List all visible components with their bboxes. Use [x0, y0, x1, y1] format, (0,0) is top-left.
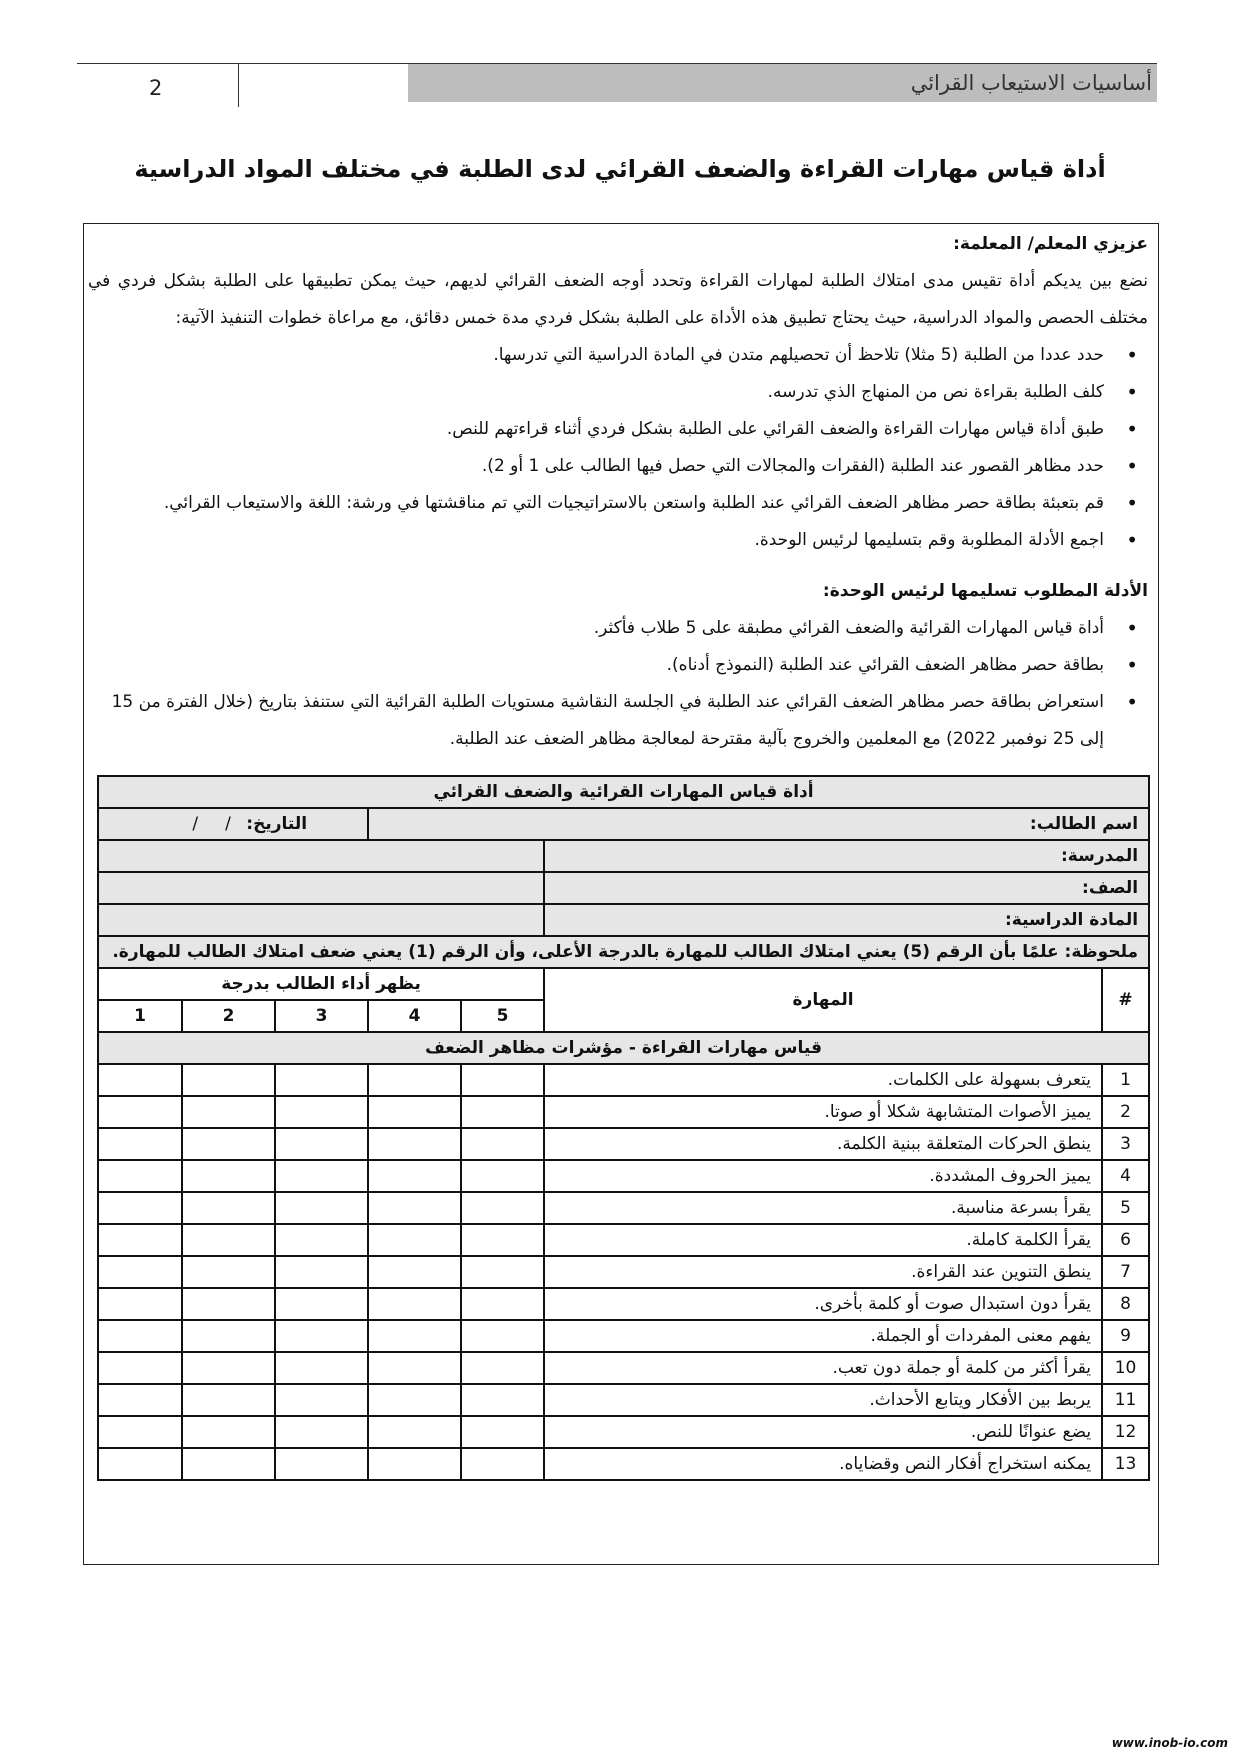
skill-number: 8: [1102, 1288, 1149, 1320]
score-cell-1[interactable]: [98, 1128, 182, 1160]
score-cell-4[interactable]: [368, 1128, 461, 1160]
score-cell-2[interactable]: [182, 1320, 275, 1352]
col-header-performance: يظهر أداء الطالب بدرجة: [98, 968, 544, 1000]
skill-text: يميز الأصوات المتشابهة شكلا أو صوتا.: [544, 1096, 1102, 1128]
score-cell-4[interactable]: [368, 1064, 461, 1096]
evidence-heading: الأدلة المطلوب تسليمها لرئيس الوحدة:: [822, 581, 1148, 601]
header-divider: [238, 64, 239, 107]
score-cell-1[interactable]: [98, 1256, 182, 1288]
score-cell-3[interactable]: [275, 1128, 368, 1160]
score-cell-2[interactable]: [182, 1064, 275, 1096]
skill-number: 2: [1102, 1096, 1149, 1128]
greeting: عزيزي المعلم/ المعلمة:: [953, 234, 1148, 254]
intro-section: [88, 226, 1148, 559]
score-cell-2[interactable]: [182, 1128, 275, 1160]
score-cell-5[interactable]: [461, 1448, 544, 1480]
evidence-item: • بطاقة حصر مظاهر الضعف القرائي عند الطلبة (النموذج أدناه).: [88, 647, 1148, 684]
subject-value[interactable]: [98, 904, 544, 936]
form-title: أداة قياس المهارات القرائية والضعف القرائي: [98, 776, 1149, 808]
score-cell-4[interactable]: [368, 1288, 461, 1320]
step-item: • كلف الطلبة بقراءة نص من المنهاج الذي تدرسه.: [88, 374, 1148, 411]
score-cell-5[interactable]: [461, 1160, 544, 1192]
score-cell-1[interactable]: [98, 1320, 182, 1352]
score-cell-4[interactable]: [368, 1160, 461, 1192]
date-value[interactable]: / /: [192, 814, 231, 834]
score-cell-2[interactable]: [182, 1352, 275, 1384]
skill-row: [98, 1256, 1149, 1288]
section-heading: قياس مهارات القراءة - مؤشرات مظاهر الضعف: [98, 1032, 1149, 1064]
col-header-skill: المهارة: [544, 968, 1102, 1032]
page-number: 2: [149, 76, 163, 100]
skill-number: 7: [1102, 1256, 1149, 1288]
score-cell-4[interactable]: [368, 1096, 461, 1128]
section-title: أساسيات الاستيعاب القرائي: [910, 71, 1152, 95]
skill-text: يتعرف بسهولة على الكلمات.: [544, 1064, 1102, 1096]
grade-label: الصف:: [544, 872, 1149, 904]
score-header-4: 4: [368, 1000, 461, 1032]
skill-row: [98, 1160, 1149, 1192]
skill-row: [98, 1320, 1149, 1352]
assessment-form: [97, 775, 1150, 1481]
steps-list: [88, 337, 1148, 559]
score-cell-2[interactable]: [182, 1192, 275, 1224]
score-cell-4[interactable]: [368, 1224, 461, 1256]
score-cell-5[interactable]: [461, 1384, 544, 1416]
score-cell-1[interactable]: [98, 1192, 182, 1224]
score-cell-1[interactable]: [98, 1064, 182, 1096]
student-name-field[interactable]: [368, 808, 1149, 840]
score-cell-4[interactable]: [368, 1384, 461, 1416]
footer-url: www.inob-io.com: [1111, 1736, 1228, 1750]
score-cell-5[interactable]: [461, 1320, 544, 1352]
score-cell-5[interactable]: [461, 1352, 544, 1384]
skill-number: 9: [1102, 1320, 1149, 1352]
score-cell-1[interactable]: [98, 1288, 182, 1320]
score-cell-1[interactable]: [98, 1160, 182, 1192]
evidence-item: • أداة قياس المهارات القرائية والضعف القرائي مطبقة على 5 طلاب فأكثر.: [88, 610, 1148, 647]
col-header-number: #: [1102, 968, 1149, 1032]
evidence-section: [88, 573, 1148, 758]
score-cell-2[interactable]: [182, 1096, 275, 1128]
skill-number: 13: [1102, 1448, 1149, 1480]
skill-number: 4: [1102, 1160, 1149, 1192]
step-item: • حدد عددا من الطلبة (5 مثلا) تلاحظ أن تحصيلهم متدن في المادة الدراسية التي تدرسها.: [88, 337, 1148, 374]
score-header-1: 1: [98, 1000, 182, 1032]
skill-row: [98, 1192, 1149, 1224]
skill-text: يقرأ الكلمة كاملة.: [544, 1224, 1102, 1256]
score-cell-4[interactable]: [368, 1320, 461, 1352]
score-cell-1[interactable]: [98, 1352, 182, 1384]
form-note: ملحوظة: علمًا بأن الرقم (5) يعني امتلاك الطالب للمهارة بالدرجة الأعلى، وأن الرقم (1) يعني ضعف امتلاك الطالب للمهارة.: [98, 936, 1149, 968]
score-cell-1[interactable]: [98, 1224, 182, 1256]
skill-row: [98, 1416, 1149, 1448]
evidence-list: [88, 610, 1148, 758]
score-cell-2[interactable]: [182, 1384, 275, 1416]
score-cell-3[interactable]: [275, 1288, 368, 1320]
intro-paragraph: نضع بين يديكم أداة تقيس مدى امتلاك الطلبة لمهارات القراءة وتحدد أوجه الضعف القرائي لديهم، حيث يمكن تطبيقها على الطلبة بشكل فردي في مختلف الحصص والمواد الدراسية، حيث يحتاج تطبيق هذه الأداة على الطلبة بشكل فردي مدة خمس دقائق، مع مراعاة خطوات التنفيذ الآتية:: [88, 271, 1148, 328]
step-item: • حدد مظاهر القصور عند الطلبة (الفقرات والمجالات التي حصل فيها الطالب على 1 أو 2).: [88, 448, 1148, 485]
score-cell-2[interactable]: [182, 1256, 275, 1288]
date-label: التاريخ:: [246, 814, 308, 834]
score-cell-2[interactable]: [182, 1160, 275, 1192]
skill-number: 12: [1102, 1416, 1149, 1448]
step-item: • اجمع الأدلة المطلوبة وقم بتسليمها لرئيس الوحدة.: [88, 522, 1148, 559]
skill-row: [98, 1352, 1149, 1384]
step-item: • قم بتعبئة بطاقة حصر مظاهر الضعف القرائي عند الطلبة واستعن بالاستراتيجيات التي تم مناقشتها في ورشة: اللغة والاستيعاب القرائي.: [88, 485, 1148, 522]
skill-text: يقرأ أكثر من كلمة أو جملة دون تعب.: [544, 1352, 1102, 1384]
date-field[interactable]: [98, 808, 368, 840]
score-cell-5[interactable]: [461, 1064, 544, 1096]
score-cell-5[interactable]: [461, 1192, 544, 1224]
score-cell-3[interactable]: [275, 1256, 368, 1288]
skill-text: يضع عنوانًا للنص.: [544, 1416, 1102, 1448]
score-cell-4[interactable]: [368, 1416, 461, 1448]
skill-row: [98, 1096, 1149, 1128]
evidence-item: • استعراض بطاقة حصر مظاهر الضعف القرائي عند الطلبة في الجلسة النقاشية مستويات الطلبة القرائية التي ستنفذ بتاريخ (خلال الفترة من 15 إلى 25 نوفمبر 2022) مع المعلمين والخروج بآلية مقترحة لمعالجة مظاهر الضعف عند الطلبة.: [88, 684, 1148, 758]
score-cell-3[interactable]: [275, 1192, 368, 1224]
school-value[interactable]: [98, 840, 544, 872]
subject-label: المادة الدراسية:: [544, 904, 1149, 936]
skill-text: يربط بين الأفكار ويتابع الأحداث.: [544, 1384, 1102, 1416]
student-name-label: اسم الطالب:: [1029, 814, 1139, 834]
skill-text: ينطق التنوين عند القراءة.: [544, 1256, 1102, 1288]
skill-row: [98, 1064, 1149, 1096]
skill-number: 11: [1102, 1384, 1149, 1416]
skill-row: [98, 1288, 1149, 1320]
skill-row: [98, 1128, 1149, 1160]
score-cell-2[interactable]: [182, 1224, 275, 1256]
skill-number: 10: [1102, 1352, 1149, 1384]
skill-text: يميز الحروف المشددة.: [544, 1160, 1102, 1192]
score-cell-1[interactable]: [98, 1448, 182, 1480]
score-header-5: 5: [461, 1000, 544, 1032]
score-cell-1[interactable]: [98, 1416, 182, 1448]
score-cell-4[interactable]: [368, 1256, 461, 1288]
skill-row: [98, 1448, 1149, 1480]
school-label: المدرسة:: [544, 840, 1149, 872]
skill-text: يقرأ بسرعة مناسبة.: [544, 1192, 1102, 1224]
score-cell-3[interactable]: [275, 1224, 368, 1256]
skill-text: ينطق الحركات المتعلقة ببنية الكلمة.: [544, 1128, 1102, 1160]
skill-text: يمكنه استخراج أفكار النص وقضاياه.: [544, 1448, 1102, 1480]
score-cell-3[interactable]: [275, 1352, 368, 1384]
score-cell-3[interactable]: [275, 1320, 368, 1352]
score-cell-2[interactable]: [182, 1448, 275, 1480]
skill-row: [98, 1224, 1149, 1256]
score-cell-5[interactable]: [461, 1096, 544, 1128]
score-cell-5[interactable]: [461, 1128, 544, 1160]
score-cell-3[interactable]: [275, 1064, 368, 1096]
score-cell-3[interactable]: [275, 1384, 368, 1416]
skill-text: يفهم معنى المفردات أو الجملة.: [544, 1320, 1102, 1352]
score-cell-5[interactable]: [461, 1416, 544, 1448]
skill-number: 3: [1102, 1128, 1149, 1160]
score-cell-4[interactable]: [368, 1192, 461, 1224]
score-header-2: 2: [182, 1000, 275, 1032]
score-cell-2[interactable]: [182, 1416, 275, 1448]
score-cell-5[interactable]: [461, 1288, 544, 1320]
score-cell-4[interactable]: [368, 1448, 461, 1480]
document-title: أداة قياس مهارات القراءة والضعف القرائي لدى الطلبة في مختلف المواد الدراسية: [134, 155, 1106, 183]
score-cell-3[interactable]: [275, 1448, 368, 1480]
score-cell-5[interactable]: [461, 1224, 544, 1256]
score-cell-4[interactable]: [368, 1352, 461, 1384]
skill-text: يقرأ دون استبدال صوت أو كلمة بأخرى.: [544, 1288, 1102, 1320]
score-cell-3[interactable]: [275, 1160, 368, 1192]
skill-number: 5: [1102, 1192, 1149, 1224]
score-header-3: 3: [275, 1000, 368, 1032]
skill-row: [98, 1384, 1149, 1416]
skill-number: 6: [1102, 1224, 1149, 1256]
score-cell-3[interactable]: [275, 1096, 368, 1128]
score-cell-3[interactable]: [275, 1416, 368, 1448]
skill-number: 1: [1102, 1064, 1149, 1096]
score-cell-1[interactable]: [98, 1096, 182, 1128]
score-cell-1[interactable]: [98, 1384, 182, 1416]
score-cell-5[interactable]: [461, 1256, 544, 1288]
score-cell-2[interactable]: [182, 1288, 275, 1320]
step-item: • طبق أداة قياس مهارات القراءة والضعف القرائي على الطلبة بشكل فردي أثناء قراءتهم للنص.: [88, 411, 1148, 448]
grade-value[interactable]: [98, 872, 544, 904]
